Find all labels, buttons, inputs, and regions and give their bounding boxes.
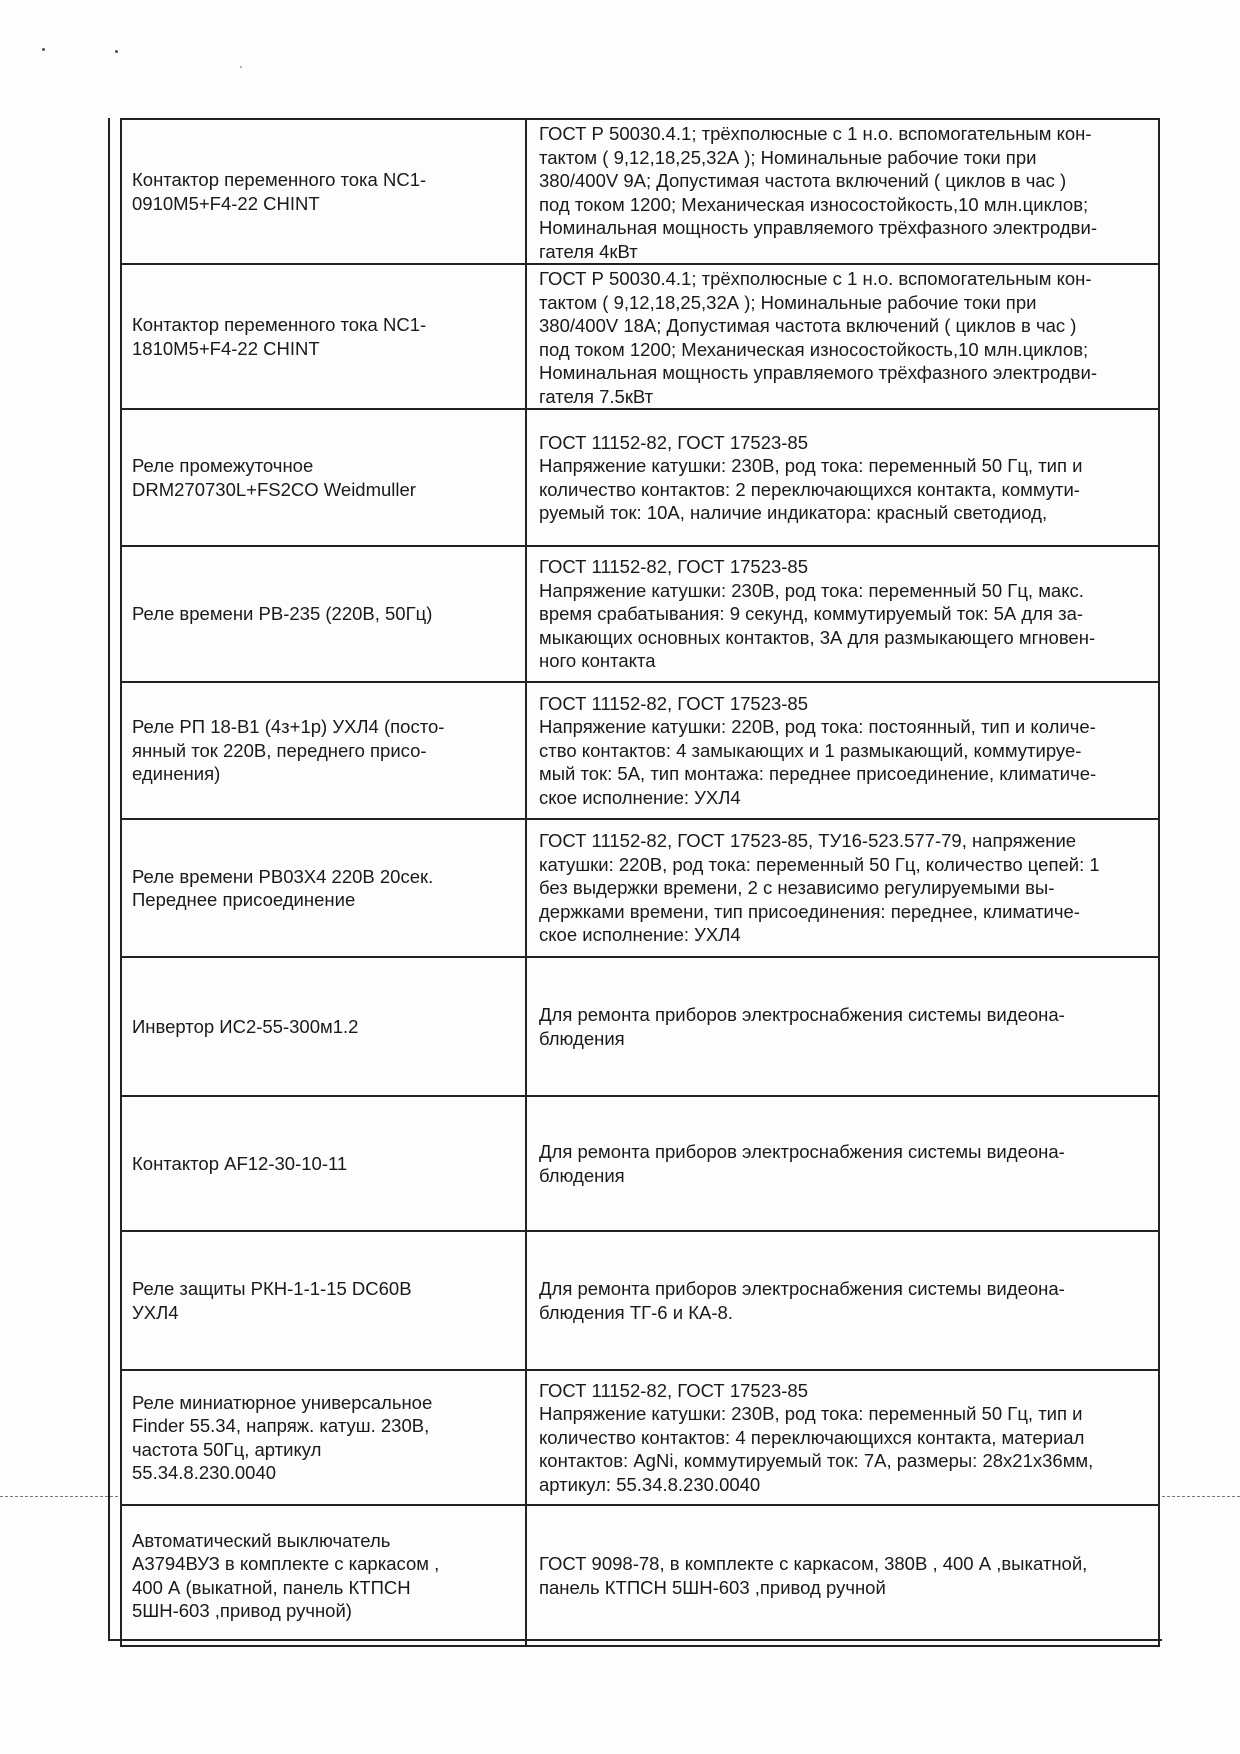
item-desc-line: ГОСТ 11152-82, ГОСТ 17523-85, ТУ16-523.577-79, напряжение: [539, 830, 1077, 852]
item-desc-line: ГОСТ Р 50030.4.1; трёхполюсные с 1 н.о. вспомогательным кон-: [539, 268, 1092, 289]
table-row: [121, 819, 1159, 957]
item-desc-line: артикул: 55.34.8.230.0040: [539, 1473, 761, 1495]
item-desc-line: ГОСТ 11152-82, ГОСТ 17523-85: [539, 556, 809, 578]
item-desc-line: количество контактов: 4 переключающихся контакта, материал: [539, 1426, 1085, 1448]
table-row: [121, 1370, 1159, 1505]
item-name-line: единения): [132, 763, 221, 785]
frame-outer-left-line: [108, 118, 110, 1640]
item-desc-line: время срабатывания: 9 секунд, коммутируемый ток: 5А для за-: [539, 603, 1084, 625]
item-desc-line: Напряжение катушки: 230В, род тока: переменный 50 Гц, макс.: [539, 579, 1084, 601]
item-name-cell: [121, 1505, 526, 1646]
item-name-cell: [121, 409, 526, 546]
item-desc-line: держками времени, тип присоединения: переднее, климатиче-: [539, 900, 1080, 922]
item-desc-line: Напряжение катушки: 220В, род тока: постоянный, тип и количе-: [539, 716, 1096, 738]
item-name-line: Finder 55.34, напряж. катуш. 230В,: [132, 1415, 430, 1436]
item-desc-line: контактов: AgNi, коммутируемый ток: 7А, размеры: 28x21x36мм,: [539, 1450, 1094, 1472]
item-name-line: Реле промежуточное: [132, 455, 314, 476]
item-name-cell: [121, 119, 526, 264]
item-name-line: Контактор AF12-30-10-11: [132, 1152, 348, 1174]
item-name-line: Переднее присоединение: [132, 889, 356, 910]
item-desc-line: под током 1200; Механическая износостойкость,10 млн.циклов;: [539, 338, 1089, 360]
table-row: [121, 264, 1159, 409]
specification-table: [120, 118, 1160, 1647]
item-desc-line: количество контактов: 2 переключающихся контакта, коммути-: [539, 478, 1080, 500]
item-name-line: Инвертор ИС2-55-300м1.2: [132, 1015, 359, 1037]
item-desc-line: тактом ( 9,12,18,25,32А ); Номинальные рабочие токи при: [539, 146, 1037, 168]
item-desc-line: тактом ( 9,12,18,25,32А ); Номинальные рабочие токи при: [539, 291, 1037, 313]
table-row: [121, 957, 1159, 1096]
item-desc-line: 380/400V 18А; Допустимая частота включений ( циклов в час ): [539, 315, 1077, 336]
item-desc-line: Напряжение катушки: 230В, род тока: переменный 50 Гц, тип и: [539, 1403, 1083, 1425]
scan-cut-line-right: [1162, 1496, 1240, 1497]
item-desc-line: ГОСТ 11152-82, ГОСТ 17523-85: [539, 431, 809, 453]
item-name-cell: [121, 1096, 526, 1231]
item-desc-cell: [526, 119, 1159, 264]
item-name-cell: [121, 1370, 526, 1505]
item-desc-line: ГОСТ 9098-78, в комплекте с каркасом, 380В , 400 А ,выкатной,: [539, 1553, 1088, 1574]
item-name-line: янный ток 220В, переднего присо-: [132, 739, 427, 761]
item-desc-line: блюдения: [539, 1164, 625, 1186]
item-desc-line: Номинальная мощность управляемого трёхфазного электродви-: [539, 217, 1097, 238]
item-name-cell: [121, 957, 526, 1096]
item-desc-line: Номинальная мощность управляемого трёхфазного электродви-: [539, 362, 1097, 383]
table-row: [121, 409, 1159, 546]
item-name-line: 0910M5+F4-22 CHINT: [132, 192, 320, 214]
scan-cut-line-left: [0, 1496, 118, 1497]
item-name-line: 1810M5+F4-22 CHINT: [132, 337, 320, 359]
item-desc-cell: [526, 1231, 1159, 1370]
table-row: [121, 1505, 1159, 1646]
table-row: [121, 1231, 1159, 1370]
item-desc-line: блюдения ТГ-6 и КА-8.: [539, 1301, 733, 1323]
item-name-line: 5ШН-603 ,привод ручной): [132, 1600, 352, 1621]
table-row: [121, 119, 1159, 264]
item-name-line: 55.34.8.230.0040: [132, 1462, 277, 1483]
item-name-cell: [121, 546, 526, 682]
table-row: [121, 682, 1159, 819]
item-desc-line: ГОСТ Р 50030.4.1; трёхполюсные с 1 н.о. вспомогательным кон-: [539, 123, 1092, 144]
item-desc-line: Для ремонта приборов электроснабжения системы видеона-: [539, 1278, 1065, 1299]
item-desc-line: Напряжение катушки: 230В, род тока: переменный 50 Гц, тип и: [539, 455, 1083, 476]
item-desc-line: Для ремонта приборов электроснабжения системы видеона-: [539, 1141, 1065, 1162]
item-name-line: Контактор переменного тока NC1-: [132, 169, 427, 190]
item-name-cell: [121, 682, 526, 819]
item-desc-cell: [526, 957, 1159, 1096]
item-desc-cell: [526, 409, 1159, 546]
item-name-line: частота 50Гц, артикул: [132, 1438, 322, 1460]
item-name-line: DRM270730L+FS2CO Weidmuller: [132, 478, 416, 500]
item-desc-line: руемый ток: 10А, наличие индикатора: красный светодиод,: [539, 502, 1048, 523]
item-desc-cell: [526, 546, 1159, 682]
item-desc-line: без выдержки времени, 2 с независимо регулируемыми вы-: [539, 877, 1055, 899]
item-desc-line: ГОСТ 11152-82, ГОСТ 17523-85: [539, 1379, 809, 1401]
item-name-line: Контактор переменного тока NC1-: [132, 314, 427, 335]
item-name-line: УХЛ4: [132, 1301, 179, 1323]
item-desc-cell: [526, 1370, 1159, 1505]
item-desc-line: панель КТПСН 5ШН-603 ,привод ручной: [539, 1576, 886, 1598]
item-name-line: Реле защиты РКН-1-1-15 DC60В: [132, 1278, 412, 1299]
scan-speck: [42, 48, 45, 51]
item-desc-line: ское исполнение: УХЛ4: [539, 786, 741, 808]
item-desc-cell: [526, 819, 1159, 957]
scan-speck: [240, 66, 242, 68]
item-name-cell: [121, 264, 526, 409]
item-name-line: Автоматический выключатель: [132, 1529, 391, 1551]
item-desc-line: Для ремонта приборов электроснабжения системы видеона-: [539, 1004, 1065, 1025]
item-desc-line: ГОСТ 11152-82, ГОСТ 17523-85: [539, 692, 809, 714]
item-name-line: Реле РП 18-В1 (4з+1р) УХЛ4 (посто-: [132, 716, 445, 738]
item-name-line: Реле времени РВ03Х4 220В 20сек.: [132, 865, 434, 887]
item-desc-cell: [526, 682, 1159, 819]
item-desc-cell: [526, 1505, 1159, 1646]
item-name-line: 400 А (выкатной, панель КТПСН: [132, 1576, 411, 1598]
table-row: [121, 546, 1159, 682]
table-row: [121, 1096, 1159, 1231]
item-desc-line: мыкающих основных контактов, 3А для размыкающего мгновен-: [539, 626, 1096, 648]
item-name-line: Реле миниатюрное универсальное: [132, 1391, 433, 1413]
scan-speck: [115, 50, 118, 53]
item-name-cell: [121, 1231, 526, 1370]
item-desc-cell: [526, 1096, 1159, 1231]
item-desc-line: 380/400V 9А; Допустимая частота включений ( циклов в час ): [539, 170, 1067, 191]
item-name-cell: [121, 819, 526, 957]
item-desc-line: ного контакта: [539, 650, 656, 672]
item-desc-line: ство контактов: 4 замыкающих и 1 размыкающий, коммутируе-: [539, 739, 1082, 761]
item-desc-line: гателя 4кВт: [539, 240, 638, 262]
item-name-line: А3794ВУЗ в комплекте с каркасом ,: [132, 1553, 440, 1574]
item-desc-line: блюдения: [539, 1027, 625, 1049]
item-name-line: Реле времени РВ-235 (220В, 50Гц): [132, 603, 433, 625]
item-desc-cell: [526, 264, 1159, 409]
item-desc-line: ское исполнение: УХЛ4: [539, 924, 741, 946]
item-desc-line: гателя 7.5кВт: [539, 385, 654, 407]
item-desc-line: под током 1200; Механическая износостойкость,10 млн.циклов;: [539, 193, 1089, 215]
item-desc-line: катушки: 220В, род тока: переменный 50 Гц, количество цепей: 1: [539, 853, 1100, 875]
item-desc-line: мый ток: 5А, тип монтажа: переднее присоединение, климатиче-: [539, 763, 1097, 785]
